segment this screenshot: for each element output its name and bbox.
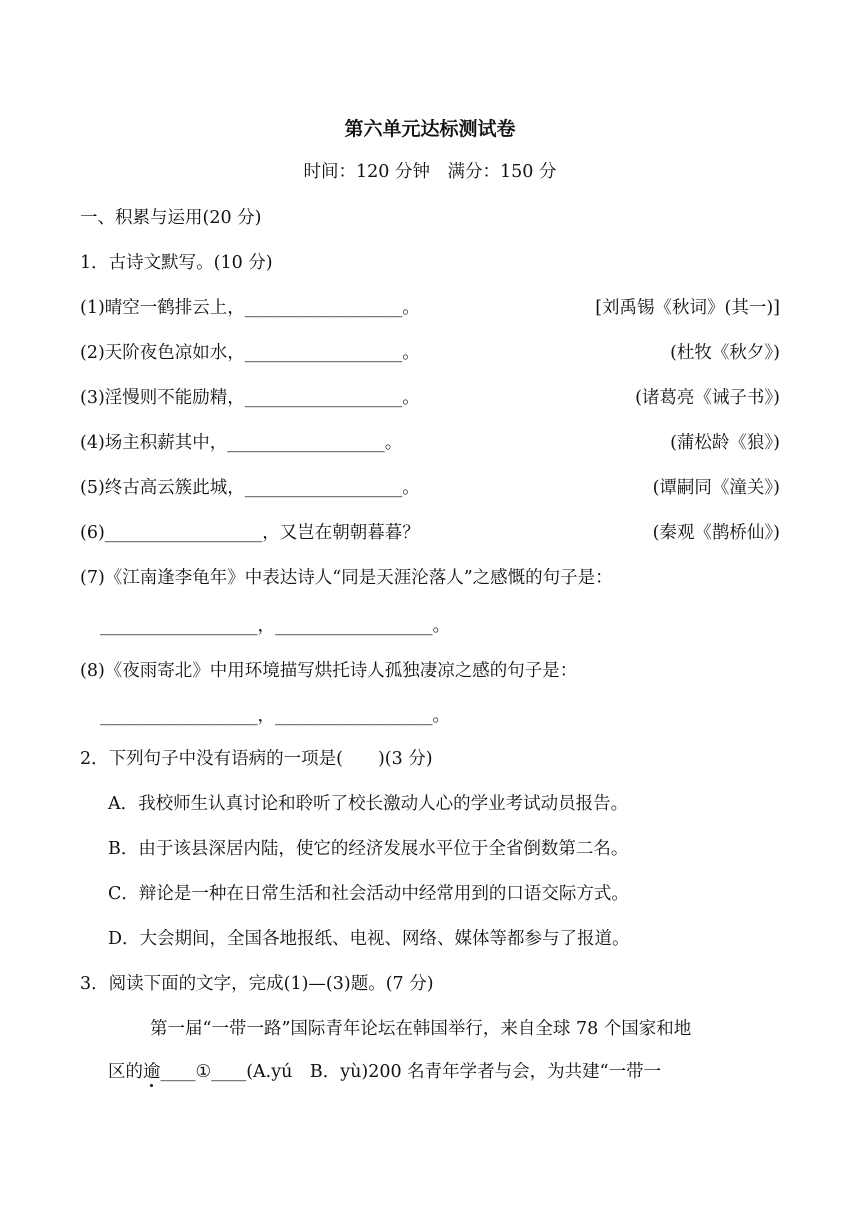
poem-item-1: (1)晴空一鹤排云上，__________________。	[80, 298, 420, 318]
poem-source-4: (蒲松龄《狼》)	[670, 433, 780, 453]
poem-source-5: (谭嗣同《潼关》)	[652, 478, 780, 498]
poem-item-4: (4)场主积薪其中，__________________。	[80, 433, 403, 453]
poem-source-3: (诸葛亮《诫子书》)	[635, 388, 780, 408]
poem-source-1: [刘禹锡《秋词》(其一)]	[595, 298, 780, 318]
poem-item-2: (2)天阶夜色凉如水，__________________。	[80, 343, 420, 363]
question-1-stem: 1．古诗文默写。(10 分)	[80, 253, 273, 273]
question-3-stem: 3．阅读下面的文字，完成(1)—(3)题。(7 分)	[80, 974, 434, 994]
poem-item-8-prompt: (8)《夜雨寄北》中用环境描写烘托诗人孤独凄凉之感的句子是：	[80, 661, 578, 681]
section-heading: 一、积累与运用(20 分)	[80, 208, 262, 228]
option-a: A．我校师生认真讨论和聆听了校长激动人心的学业考试动员报告。	[108, 794, 629, 814]
option-c: C．辩论是一种在日常生活和社会活动中经常用到的口语交际方式。	[108, 884, 629, 904]
poem-item-7-blank: __________________，__________________。	[100, 616, 450, 636]
poem-item-5: (5)终古高云簇此城，__________________。	[80, 478, 420, 498]
page-title: 第六单元达标测试卷	[344, 118, 516, 140]
poem-item-7-prompt: (7)《江南逢李龟年》中表达诗人“同是天涯沦落人”之感慨的句子是：	[80, 568, 613, 588]
option-d: D．大会期间，全国各地报纸、电视、网络、媒体等都参与了报道。	[108, 929, 630, 949]
poem-item-8-blank: __________________，__________________。	[100, 706, 450, 726]
paragraph-text-after: ____①____(A.yú B．yù)200 名青年学者与会，为共建“一带一	[160, 1062, 662, 1082]
paragraph-text-before: 区的	[108, 1062, 143, 1082]
reading-paragraph-line-2	[108, 1060, 661, 1084]
emphasized-character: 逾	[143, 1062, 161, 1082]
poem-item-3: (3)淫慢则不能励精，__________________。	[80, 388, 420, 408]
poem-source-6: (秦观《鹊桥仙》)	[652, 523, 780, 543]
poem-item-6: (6)__________________，又岂在朝朝暮暮？	[80, 523, 420, 543]
question-2-stem: 2．下列句子中没有语病的一项是( )(3 分)	[80, 749, 433, 769]
poem-source-2: (杜牧《秋夕》)	[670, 343, 780, 363]
option-b: B．由于该县深居内陆，使它的经济发展水平位于全省倒数第二名。	[108, 839, 629, 859]
exam-time-score: 时间：120 分钟 满分：150 分	[303, 162, 557, 182]
reading-paragraph-line-1: 第一届“一带一路”国际青年论坛在韩国举行，来自全球 78 个国家和地	[150, 1019, 692, 1039]
